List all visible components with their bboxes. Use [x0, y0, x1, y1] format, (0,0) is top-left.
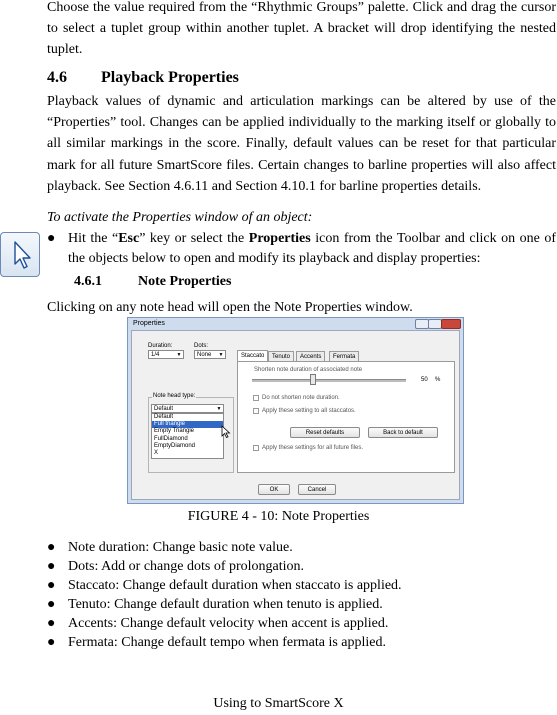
- list-item-text: Fermata: Change default tempo when fermata is applied.: [68, 635, 387, 650]
- activate-heading: To activate the Properties window of an object:: [47, 210, 313, 225]
- subsection-title: Note Properties: [138, 274, 232, 289]
- bullet-dot: ●: [47, 540, 56, 555]
- notehead-dropdown-list[interactable]: [151, 413, 224, 459]
- bullet-dot: ●: [47, 597, 56, 612]
- intro-paragraph: Choose the value required from the “Rhythmic Groups” palette. Click and drag the cursor to select a tuplet group within another tuplet. A bracket will drop identifying the nested tuplet.: [47, 0, 556, 58]
- ok-button[interactable]: OK: [258, 484, 290, 495]
- future-files-label: Apply these settings for all future files.: [262, 445, 364, 451]
- bullet-dot: ●: [47, 559, 56, 574]
- list-item-text: Tenuto: Change default duration when tenuto is applied.: [68, 597, 383, 612]
- properties-tool-icon: [0, 232, 40, 277]
- shorten-label: Shorten note duration of associated note: [254, 367, 363, 373]
- page-footer: Using to SmartScore X: [213, 696, 344, 711]
- do-not-shorten-checkbox[interactable]: [253, 395, 259, 401]
- notehead-value: Default: [154, 406, 174, 412]
- slider-value: 50: [421, 377, 428, 383]
- activate-text-part: icon from the Toolbar and click on one of the objects below to open and modify its playback and display properties:: [68, 231, 556, 266]
- apply-all-staccatos-label: Apply these setting to all staccatos.: [262, 408, 356, 414]
- notehead-option[interactable]: Empty Triangle: [154, 428, 195, 435]
- future-files-checkbox[interactable]: [253, 445, 259, 451]
- dots-value: None: [197, 352, 212, 358]
- section-heading: [47, 69, 239, 87]
- activate-text-part: Hit the “: [68, 231, 119, 246]
- note-properties-dialog: [127, 317, 464, 504]
- bullet-dot: ●: [47, 635, 56, 650]
- dialog-title: Properties: [133, 320, 165, 327]
- section-number: 4.6: [47, 69, 67, 86]
- esc-key-label: Esc: [118, 231, 140, 246]
- section-paragraph: Playback values of dynamic and articulation markings can be altered by use of the “Properties” tool. Changes can be applied individually to the marking itself or globally to all similar markings in the score. Finally, default values can be reset for that particular mark for all future SmartScore files. Certain changes to barline properties will also affect playback. See Section 4.6.11 and Section 4.10.1 for barline properties details.: [47, 94, 556, 194]
- properties-label: Properties: [248, 231, 311, 246]
- dots-select[interactable]: [194, 350, 226, 359]
- reset-defaults-button[interactable]: Reset defaults: [290, 427, 360, 438]
- activate-bullet-text: [68, 229, 556, 269]
- maximize-button[interactable]: [428, 319, 442, 329]
- apply-all-staccatos-checkbox[interactable]: [253, 408, 259, 414]
- subsection-heading: [74, 274, 231, 290]
- notehead-option-selected[interactable]: Full triangle: [152, 421, 223, 428]
- bullet-dot: ●: [47, 231, 56, 246]
- dialog-body: [131, 330, 460, 500]
- list-item-text: Staccato: Change default duration when staccato is applied.: [68, 578, 402, 593]
- chevron-down-icon: ▼: [176, 352, 182, 358]
- mouse-cursor-icon: [221, 425, 231, 439]
- notehead-option[interactable]: X: [154, 449, 159, 456]
- chevron-down-icon: ▼: [218, 352, 224, 358]
- notehead-option[interactable]: Default: [154, 414, 174, 420]
- activate-text-part: ” key or select the: [139, 231, 249, 246]
- do-not-shorten-label: Do not shorten note duration.: [262, 395, 340, 401]
- list-item-text: Accents: Change default velocity when accent is applied.: [68, 616, 389, 631]
- staccato-panel: [237, 361, 455, 473]
- bullet-dot: ●: [47, 578, 56, 593]
- tab-tenuto[interactable]: Tenuto: [268, 351, 294, 361]
- list-item-text: Note duration: Change basic note value.: [68, 540, 293, 555]
- slider-unit: %: [435, 377, 441, 383]
- notehead-label: Note head type:: [153, 393, 196, 399]
- chevron-down-icon: ▼: [216, 406, 222, 412]
- duration-label: Duration:: [148, 343, 173, 349]
- tab-accents[interactable]: Accents: [296, 351, 325, 361]
- cancel-button[interactable]: Cancel: [298, 484, 336, 495]
- tab-staccato[interactable]: Staccato: [237, 350, 268, 361]
- minimize-button[interactable]: [415, 319, 429, 329]
- bullet-dot: ●: [47, 616, 56, 631]
- shorten-slider-thumb[interactable]: [310, 374, 316, 385]
- list-item-text: Dots: Add or change dots of prolongation.: [68, 559, 305, 574]
- notehead-select[interactable]: [151, 404, 224, 413]
- notehead-option[interactable]: FullDiamond: [154, 435, 188, 442]
- figure-caption: FIGURE 4 - 10: Note Properties: [187, 509, 370, 524]
- duration-value: 1/4: [151, 352, 160, 358]
- section-title: Playback Properties: [101, 69, 239, 86]
- back-to-default-button[interactable]: Back to default: [368, 427, 438, 438]
- duration-select[interactable]: [148, 350, 184, 359]
- shorten-slider-track[interactable]: [252, 379, 406, 382]
- tab-fermata[interactable]: Fermata: [329, 351, 359, 361]
- subsection-paragraph: Clicking on any note head will open the Note Properties window.: [47, 300, 413, 315]
- subsection-number: 4.6.1: [74, 274, 102, 289]
- close-button[interactable]: [441, 319, 461, 329]
- notehead-option[interactable]: EmptyDiamond: [154, 442, 196, 449]
- dots-label: Dots:: [194, 343, 209, 349]
